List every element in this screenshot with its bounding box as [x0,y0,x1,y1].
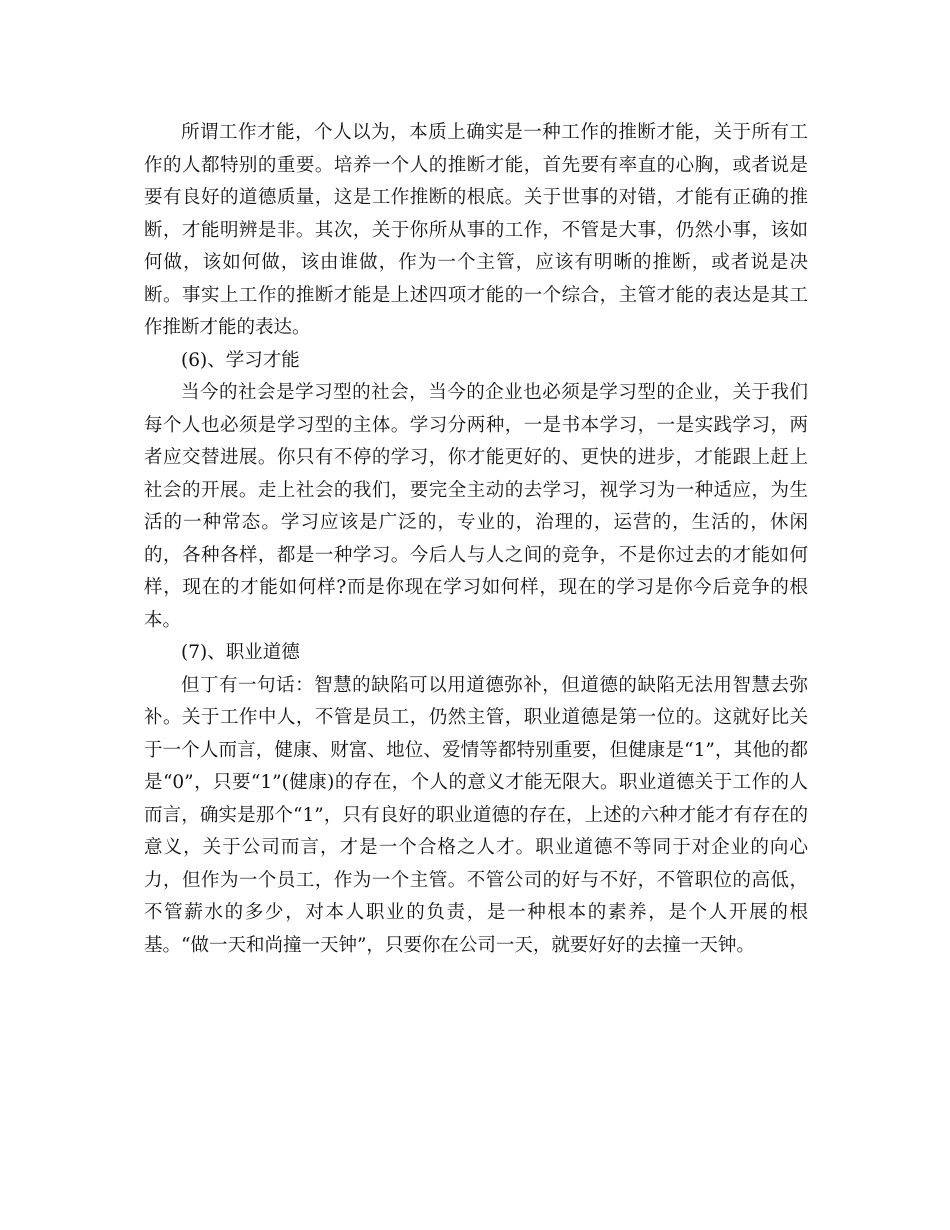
paragraph-learning-ability: 当今的社会是学习型的社会，当今的企业也必须是学习型的企业，关于我们每个人也必须是学习型的主体。学习分两种，一是书本学习，一是实践学习，两者应交替进展。你只有不停的学习，你才能更好的、更快的进步，才能跟上赶上社会的开展。走上社会的我们，要完全主动的去学习，视学习为一种适应，为生活的一种常态。学习应该是广泛的，专业的，治理的，运营的，生活的，休闲的，各种各样，都是一种学习。今后人与人之间的竞争，不是你过去的才能如何样，现在的才能如何样?而是你现在学习如何样，现在的学习是你今后竞争的根本。 [144,382,808,631]
heading-professional-ethics: (7)、职业道德 [181,642,300,663]
document-body [144,117,808,962]
paragraph-work-judgment: 所谓工作才能，个人以为，本质上确实是一种工作的推断才能，关于所有工作的人都特别的重要。培养一个人的推断才能，首先要有率直的心胸，或者说是要有良好的道德质量，这是工作推断的根底。关于世事的对错，才能有正确的推断，才能明辨是非。其次，关于你所从事的工作，不管是大事，仍然小事，该如何做，该如何做，该由谁做，作为一个主管，应该有明晰的推断，或者说是决断。事实上工作的推断才能是上述四项才能的一个综合，主管才能的表达是其工作推断才能的表达。 [144,122,808,338]
heading-learning-ability: (6)、学习才能 [181,349,300,371]
paragraph-professional-ethics: 但丁有一句话：智慧的缺陷可以用道德弥补，但道德的缺陷无法用智慧去弥补。关于工作中人，不管是员工，仍然主管，职业道德是第一位的。这就好比关于一个人而言，健康、财富、地位、爱情等都特别重要，但健康是“1”，其他的都是“0”，只要“1”(健康)的存在，个人的意义才能无限大。职业道德关于工作的人而言，确实是那个“1”，只有良好的职业道德的存在，上述的六种才能才有存在的意义，关于公司而言，才是一个合格之人才。职业道德不等同于对企业的向心力，但作为一个员工，作为一个主管。不管公司的好与不好，不管职位的高低，不管薪水的多少，对本人职业的负责，是一种根本的素养，是个人开展的根基。“做一天和尚撞一天钟”，只要你在公司一天，就要好好的去撞一天钟。 [144,674,808,956]
